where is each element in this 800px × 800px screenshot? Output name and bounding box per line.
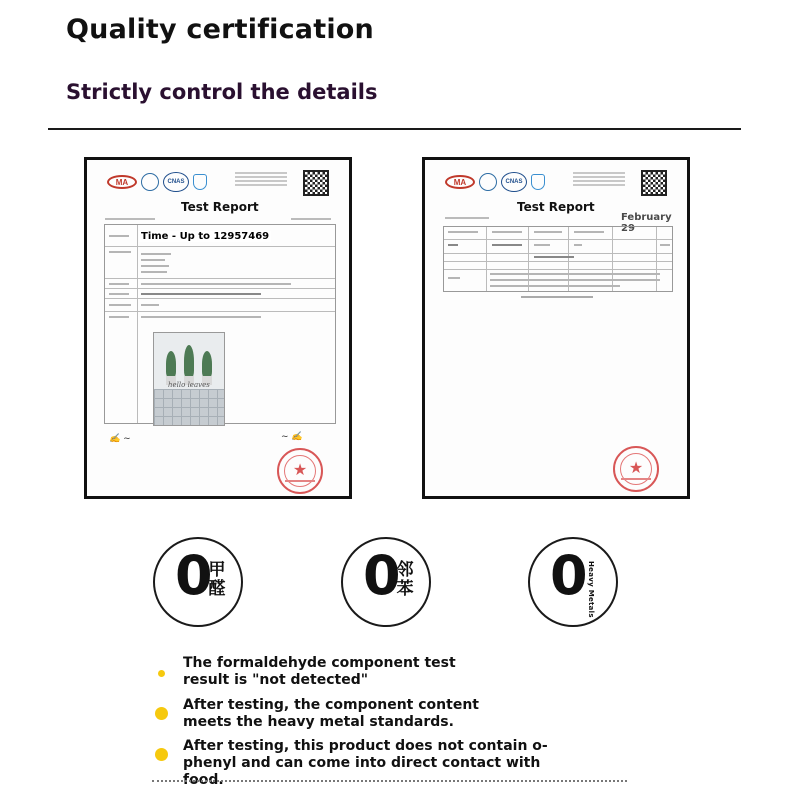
- zero-number: 0: [550, 544, 588, 607]
- date-overlay-label: February 29: [621, 212, 672, 234]
- header-divider: [48, 128, 741, 130]
- badge-char: 甲: [208, 560, 226, 580]
- badge-char: 醛: [208, 579, 226, 599]
- plant-shape: [202, 351, 212, 377]
- zero-heavy-metals-badge: [528, 537, 618, 627]
- statement-line: result is "not detected": [183, 672, 369, 688]
- report-heading: Test Report: [181, 200, 259, 214]
- qr-code-icon: [303, 170, 329, 196]
- bullet-dot-icon: [158, 670, 165, 677]
- badge-char: 苯: [396, 579, 414, 599]
- badge-label: [395, 561, 415, 599]
- official-seal-icon: ★: [277, 448, 323, 494]
- report-table: [443, 226, 673, 292]
- test-report-left: [84, 157, 352, 499]
- badge-label: [207, 561, 227, 599]
- statement-formaldehyde: [183, 655, 553, 689]
- contact-lines: [573, 172, 625, 188]
- ilac-logo-icon: [479, 173, 497, 191]
- badge-label-vertical: Heavy Metals: [587, 561, 595, 618]
- page-title: Quality certification: [66, 14, 374, 45]
- report-heading: Test Report: [517, 200, 595, 214]
- cnas-logo-icon: CNAS: [501, 172, 527, 192]
- contact-lines: [235, 172, 287, 188]
- cnas-logo-icon: CNAS: [163, 172, 189, 192]
- signature-approver: ~ ✍: [281, 432, 303, 442]
- end-of-report-line: [521, 296, 593, 298]
- signature-tester: ✍ ~: [109, 434, 131, 444]
- bullet-dot-icon: [155, 748, 168, 761]
- statement-line: After testing, the component content: [183, 697, 479, 713]
- statement-line: The formaldehyde component test: [183, 655, 456, 671]
- plant-shape: [166, 351, 176, 377]
- cma-logo-icon: MA: [107, 175, 137, 189]
- official-seal-icon: ★: [613, 446, 659, 492]
- zero-formaldehyde-badge: [153, 537, 243, 627]
- qr-code-icon: [641, 170, 667, 196]
- zero-phthalate-badge: [341, 537, 431, 627]
- test-report-right: [422, 157, 690, 499]
- page-number-line: [291, 218, 331, 220]
- ilac-logo-icon: [141, 173, 159, 191]
- zero-number: 0: [175, 544, 213, 607]
- zero-number: 0: [363, 544, 401, 607]
- statement-line: phenyl and can come into direct contact with food.: [183, 755, 541, 788]
- cma-logo-icon: MA: [445, 175, 475, 189]
- page-subtitle: Strictly control the details: [66, 80, 378, 104]
- statement-line: After testing, this product does not contain o-: [183, 738, 548, 754]
- report-paper: [87, 160, 349, 496]
- report-number-line: [105, 218, 155, 220]
- photo-caption: hello leaves: [168, 381, 210, 389]
- plant-shape: [184, 345, 194, 377]
- tile-pattern: [154, 389, 224, 425]
- report-number-line: [445, 217, 489, 219]
- shield-logo-icon: [531, 174, 545, 190]
- time-overlay-label: Time - Up to 12957469: [141, 231, 270, 242]
- statement-heavy-metal: [183, 697, 553, 731]
- bullet-dot-icon: [155, 707, 168, 720]
- report-paper: [425, 160, 687, 496]
- shield-logo-icon: [193, 174, 207, 190]
- statement-line: meets the heavy metal standards.: [183, 714, 454, 730]
- product-photo: [153, 332, 225, 426]
- badge-char: 邻: [396, 560, 414, 580]
- dotted-divider: [152, 780, 627, 782]
- accreditation-logos: [445, 172, 545, 192]
- accreditation-logos: [107, 172, 207, 192]
